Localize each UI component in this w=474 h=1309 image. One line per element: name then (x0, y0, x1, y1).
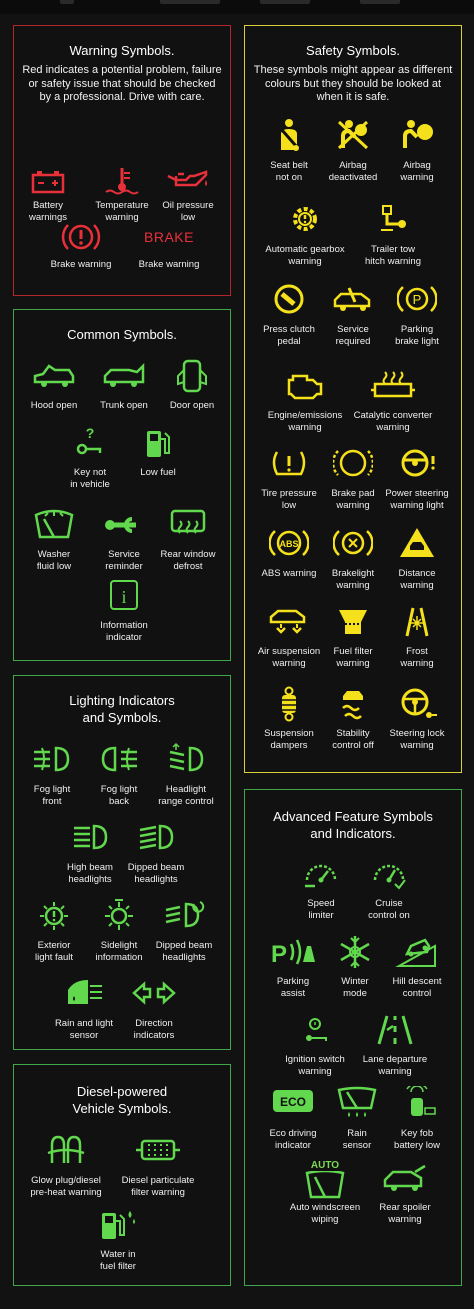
item-label: Parking brake light (395, 324, 439, 347)
svg-text:ABS: ABS (279, 539, 299, 549)
item-label: Auto windscreen wiping (289, 1202, 361, 1225)
item-label: ABS warning (261, 568, 317, 579)
auto-text: AUTO (310, 1160, 340, 1171)
item-label: Service reminder (105, 549, 143, 572)
top-strip (0, 0, 474, 14)
item-label: Water in fuel filter (100, 1249, 136, 1272)
tow-hitch-icon (333, 202, 453, 238)
item-label: Rear spoiler warning (379, 1202, 431, 1225)
item-label: Fuel filter warning (333, 646, 373, 669)
item-label: Engine/emissions warning (267, 410, 343, 433)
item-label: Tire pressure low (261, 488, 317, 511)
item-label: Fog light front (33, 784, 71, 807)
distance-icon (357, 526, 474, 562)
item-label: Information indicator (100, 620, 148, 643)
item-label: Diesel particulate filter warning (121, 1175, 195, 1198)
svg-text:P: P (271, 941, 288, 968)
item-label: Sidelight information (95, 940, 143, 963)
oil-can-icon (164, 166, 212, 196)
panel-title: Safety Symbols. (306, 43, 400, 58)
svg-text:i: i (121, 587, 127, 607)
lane-departure-icon (335, 1012, 455, 1048)
item-label: Winter mode (341, 976, 369, 999)
key-fob-icon (357, 1086, 474, 1122)
direction-arrows-icon (94, 976, 214, 1012)
item-label: Service required (335, 324, 371, 347)
item-label: Steering lock warning (389, 728, 445, 751)
item-label: Ignition switch warning (285, 1054, 345, 1077)
hill-descent-icon (357, 934, 474, 970)
item-label: Direction indicators (133, 1018, 175, 1041)
item-label: Rain sensor (342, 1128, 372, 1151)
item-label: Catalytic converter warning (353, 410, 433, 433)
item-label: Key fob battery low (394, 1128, 440, 1151)
power-steering-icon (357, 446, 474, 482)
panel-description: Red indicates a potential problem, failure or safety issue that should be checked by a professional. Drive with care. (22, 64, 222, 103)
safety-symbols-panel (244, 25, 462, 773)
panel-title: Lighting Indicators and Symbols. (69, 693, 175, 725)
item-label: Power steering warning light (385, 488, 449, 511)
item-label: Dipped beam headlights (127, 862, 185, 885)
item-label: Key not in vehicle (70, 467, 110, 490)
item-label: Rear window defrost (160, 549, 216, 572)
particulate-filter-icon (98, 1133, 218, 1169)
item-label: Door open (169, 400, 215, 411)
brake-text-icon: BRAKE (144, 229, 194, 245)
warning-symbols-panel: Warning Symbols. Red indicates a potential problem, failure or safety issue that should be checked by a professional. Drive with care. Battery warnings Temperature warning Oil pressure low Brake warning BRAKE Brake warning (13, 25, 231, 296)
item-label: Frost warning (400, 646, 434, 669)
panel-title: Warning Symbols. (69, 43, 175, 58)
item-label: Airbag warning (400, 160, 434, 183)
item-label: Automatic gearbox warning (265, 244, 345, 267)
item-label: Trunk open (100, 400, 148, 411)
catalytic-icon (333, 368, 453, 404)
advanced-panel (244, 789, 462, 1286)
item-label: Exterior light fault (34, 940, 74, 963)
svg-text:?: ? (85, 425, 95, 441)
item-label: Air suspension warning (257, 646, 321, 669)
item-label: Headlight range control (158, 784, 214, 807)
dipped-beam-icon (96, 820, 216, 856)
item-label: Cruise control on (368, 898, 410, 921)
item-label: Eco driving indicator (269, 1128, 317, 1151)
item-label: Brakelight warning (331, 568, 375, 591)
panel-description: These symbols might appear as different colours but they should be looked at when it is safe. (253, 64, 453, 103)
water-fuel-icon (58, 1207, 178, 1243)
item-label: Press clutch pedal (263, 324, 315, 347)
item-label: Brake pad warning (331, 488, 375, 511)
item-label: Rain and light sensor (54, 1018, 114, 1041)
item-label: Low fuel (140, 467, 176, 478)
dipped-beam-auto-icon (124, 898, 244, 934)
svg-text:ECO: ECO (279, 1095, 307, 1109)
common-symbols-panel (13, 309, 231, 661)
item-label: Lane departure warning (362, 1054, 428, 1077)
diesel-panel (13, 1064, 231, 1286)
parking-brake-icon (357, 282, 474, 318)
item-label: Airbag deactivated (328, 160, 378, 183)
item-label: Speed limiter (307, 898, 335, 921)
item-label: Suspension dampers (264, 728, 314, 751)
panel-title: Diesel-powered Vehicle Symbols. (72, 1084, 172, 1116)
lighting-panel (13, 675, 231, 1050)
item-label: Parking assist (276, 976, 310, 999)
defrost-icon (128, 507, 248, 543)
cruise-control-icon (329, 856, 449, 892)
panel-title: Advanced Feature Symbols and Indicators. (273, 809, 433, 841)
item-label: Stability control off (332, 728, 374, 751)
airbag-icon (357, 118, 474, 154)
door-open-icon (132, 358, 252, 394)
item-label: Seat belt not on (270, 160, 308, 183)
info-icon (64, 578, 184, 614)
item-label: Trailer tow hitch warning (365, 244, 421, 267)
item-label: Fog light back (100, 784, 138, 807)
fuel-pump-icon (98, 425, 218, 461)
item-label: Hill descent control (392, 976, 442, 999)
item-label: Hood open (30, 400, 78, 411)
rear-spoiler-icon (345, 1160, 465, 1196)
brake-circle-icon (61, 219, 101, 255)
panel-title: Common Symbols. (67, 327, 177, 342)
frost-road-icon (357, 604, 474, 640)
headlight-range-icon (126, 742, 246, 778)
steering-lock-icon (357, 686, 474, 722)
item-label: Washer fluid low (36, 549, 72, 572)
item-label: Dipped beam headlights (155, 940, 213, 963)
svg-text:P: P (412, 292, 422, 307)
item-label: Distance warning (398, 568, 436, 591)
item-label: Glow plug/diesel pre-heat warning (30, 1175, 102, 1198)
item-label: High beam headlights (67, 862, 113, 885)
